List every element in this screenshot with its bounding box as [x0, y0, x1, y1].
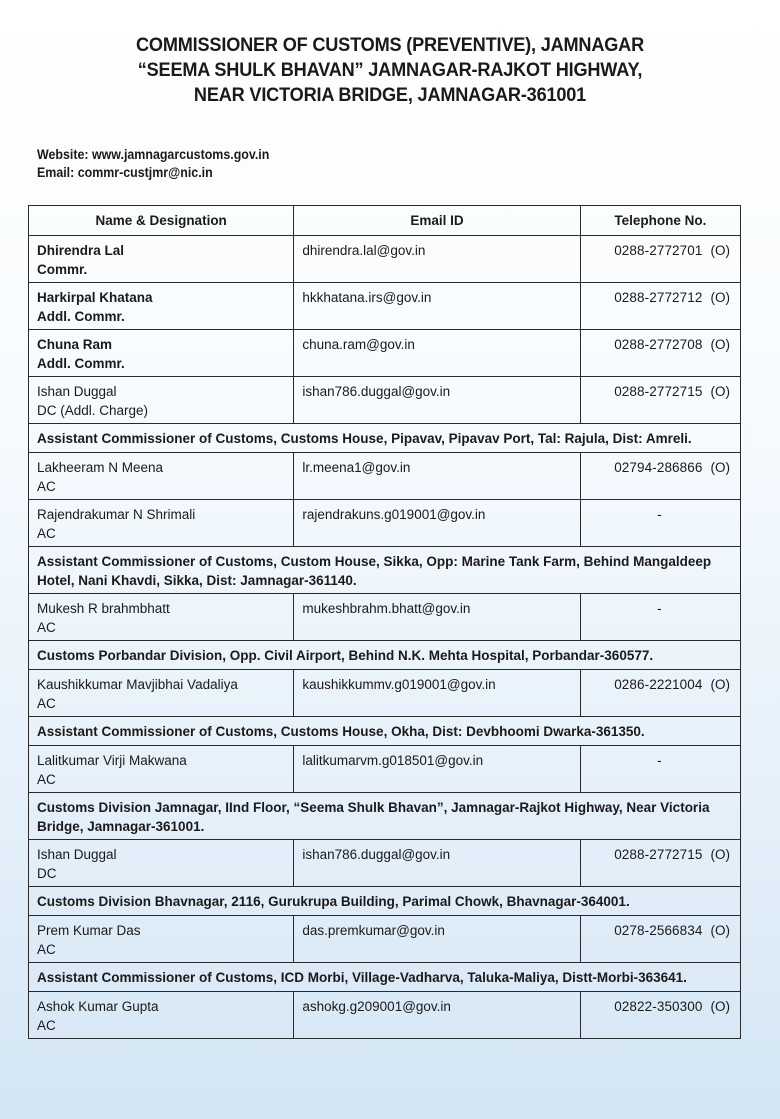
officer-name: Chuna Ram: [37, 337, 113, 352]
table-row: [29, 992, 741, 1039]
telephone-type: (O): [710, 999, 730, 1014]
name-designation-cell: [29, 500, 294, 547]
telephone-type: (O): [710, 337, 730, 352]
telephone-cell: [580, 594, 740, 641]
telephone-cell: [580, 670, 740, 717]
email-cell[interactable]: hkkhatana.irs@gov.in: [294, 283, 580, 330]
telephone-number: 0288-2772708: [614, 337, 703, 352]
telephone-number: 0288-2772715: [614, 847, 703, 862]
email-link[interactable]: Email: commr-custjmr@nic.in: [37, 165, 213, 180]
section-heading: Assistant Commissioner of Customs, Customs House, Okha, Dist: Devbhoomi Dwarka-361350.: [29, 717, 741, 746]
page-header: [27, 33, 752, 108]
telephone-number: 0288-2772701: [614, 243, 703, 258]
telephone-type: (O): [710, 923, 730, 938]
telephone-type: (O): [710, 243, 730, 258]
email-cell[interactable]: rajendrakuns.g019001@gov.in: [294, 500, 580, 547]
telephone-type: (O): [710, 384, 730, 399]
officer-name: Kaushikkumar Mavjibhai Vadaliya: [37, 677, 238, 692]
telephone-cell: [580, 283, 740, 330]
officer-designation: Addl. Commr.: [37, 356, 125, 371]
section-heading: Assistant Commissioner of Customs, ICD Morbi, Village-Vadharva, Taluka-Maliya, Distt-Morbi-363641.: [29, 963, 741, 992]
directory-table: [28, 205, 741, 1039]
section-row: [29, 547, 741, 594]
table-row: [29, 670, 741, 717]
officer-name: Prem Kumar Das: [37, 923, 141, 938]
telephone-cell: [580, 236, 740, 283]
table-row: [29, 594, 741, 641]
header-line-3: NEAR VICTORIA BRIDGE, JAMNAGAR-361001: [193, 84, 587, 106]
section-heading: Customs Porbandar Division, Opp. Civil Airport, Behind N.K. Mehta Hospital, Porbandar-360577.: [29, 641, 741, 670]
telephone-cell: [580, 377, 740, 424]
table-row: [29, 283, 741, 330]
email-cell[interactable]: lalitkumarvm.g018501@gov.in: [294, 746, 580, 793]
table-row: [29, 377, 741, 424]
section-row: [29, 887, 741, 916]
email-cell[interactable]: ishan786.duggal@gov.in: [294, 840, 580, 887]
section-heading: Assistant Commissioner of Customs, Customs House, Pipavav, Pipavav Port, Tal: Rajula, Dist: Amreli.: [29, 424, 741, 453]
officer-name: Harkirpal Khatana: [37, 290, 153, 305]
table-row: [29, 840, 741, 887]
telephone-number: -: [657, 601, 662, 616]
officer-name: Mukesh R brahmbhatt: [37, 601, 170, 616]
directory-body: [29, 236, 741, 1039]
officer-designation: AC: [37, 772, 56, 787]
officer-name: Lalitkumar Virji Makwana: [37, 753, 187, 768]
email-cell[interactable]: kaushikkummv.g019001@gov.in: [294, 670, 580, 717]
column-header-email: Email ID: [294, 206, 580, 236]
officer-name: Dhirendra Lal: [37, 243, 125, 258]
contact-block: [37, 146, 269, 182]
telephone-number: -: [657, 507, 662, 522]
website-link[interactable]: Website: www.jamnagarcustoms.gov.in: [37, 147, 270, 162]
name-designation-cell: [29, 746, 294, 793]
officer-designation: AC: [37, 942, 56, 957]
table-row: [29, 746, 741, 793]
officer-name: Lakheeram N Meena: [37, 460, 164, 475]
name-designation-cell: [29, 594, 294, 641]
name-designation-cell: [29, 453, 294, 500]
section-row: [29, 641, 741, 670]
telephone-cell: [580, 746, 740, 793]
telephone-number: 02822-350300: [614, 999, 703, 1014]
telephone-cell: [580, 992, 740, 1039]
telephone-type: (O): [710, 677, 730, 692]
email-cell[interactable]: chuna.ram@gov.in: [294, 330, 580, 377]
column-header-name: Name & Designation: [29, 206, 294, 236]
table-row: [29, 916, 741, 963]
section-row: [29, 793, 741, 840]
column-header-telephone: Telephone No.: [580, 206, 740, 236]
officer-designation: AC: [37, 696, 56, 711]
telephone-number: 0278-2566834: [614, 923, 703, 938]
telephone-cell: [580, 916, 740, 963]
name-designation-cell: [29, 840, 294, 887]
telephone-cell: [580, 453, 740, 500]
telephone-number: 02794-286866: [614, 460, 703, 475]
name-designation-cell: [29, 670, 294, 717]
email-cell[interactable]: mukeshbrahm.bhatt@gov.in: [294, 594, 580, 641]
officer-name: Ashok Kumar Gupta: [37, 999, 159, 1014]
email-cell[interactable]: ishan786.duggal@gov.in: [294, 377, 580, 424]
officer-name: Ishan Duggal: [37, 384, 117, 399]
telephone-cell: [580, 840, 740, 887]
email-cell[interactable]: dhirendra.lal@gov.in: [294, 236, 580, 283]
section-row: [29, 963, 741, 992]
header-line-2: “SEEMA SHULK BHAVAN” JAMNAGAR-RAJKOT HIGHWAY,: [137, 59, 643, 81]
table-row: [29, 500, 741, 547]
table-row: [29, 236, 741, 283]
telephone-number: 0288-2772712: [614, 290, 703, 305]
officer-name: Rajendrakumar N Shrimali: [37, 507, 196, 522]
header-line-1: COMMISSIONER OF CUSTOMS (PREVENTIVE), JAMNAGAR: [135, 34, 644, 56]
table-row: [29, 330, 741, 377]
table-header-row: [29, 206, 741, 236]
officer-designation: Commr.: [37, 262, 88, 277]
email-cell[interactable]: ashokg.g209001@gov.in: [294, 992, 580, 1039]
officer-name: Ishan Duggal: [37, 847, 117, 862]
email-cell[interactable]: lr.meena1@gov.in: [294, 453, 580, 500]
officer-designation: DC (Addl. Charge): [37, 403, 149, 418]
telephone-cell: [580, 500, 740, 547]
telephone-number: -: [657, 753, 662, 768]
officer-designation: AC: [37, 620, 56, 635]
table-row: [29, 453, 741, 500]
section-heading: Customs Division Jamnagar, IInd Floor, “Seema Shulk Bhavan”, Jamnagar-Rajkot Highway, Near Victoria Bridge, Jamnagar-361001.: [29, 793, 741, 840]
section-row: [29, 717, 741, 746]
telephone-number: 0288-2772715: [614, 384, 703, 399]
telephone-number: 0286-2221004: [614, 677, 703, 692]
section-row: [29, 424, 741, 453]
section-heading: Customs Division Bhavnagar, 2116, Gurukrupa Building, Parimal Chowk, Bhavnagar-364001.: [29, 887, 741, 916]
section-heading: Assistant Commissioner of Customs, Custom House, Sikka, Opp: Marine Tank Farm, Behind Mangaldeep Hotel, Nani Khavdi, Sikka, Dist: Jamnagar-361140.: [29, 547, 741, 594]
officer-designation: DC: [37, 866, 57, 881]
officer-designation: AC: [37, 479, 56, 494]
telephone-type: (O): [710, 460, 730, 475]
telephone-cell: [580, 330, 740, 377]
name-designation-cell: [29, 330, 294, 377]
name-designation-cell: [29, 283, 294, 330]
name-designation-cell: [29, 377, 294, 424]
officer-designation: AC: [37, 526, 56, 541]
officer-designation: Addl. Commr.: [37, 309, 125, 324]
officer-designation: AC: [37, 1018, 56, 1033]
email-cell[interactable]: das.premkumar@gov.in: [294, 916, 580, 963]
name-designation-cell: [29, 916, 294, 963]
name-designation-cell: [29, 236, 294, 283]
telephone-type: (O): [710, 290, 730, 305]
name-designation-cell: [29, 992, 294, 1039]
telephone-type: (O): [710, 847, 730, 862]
